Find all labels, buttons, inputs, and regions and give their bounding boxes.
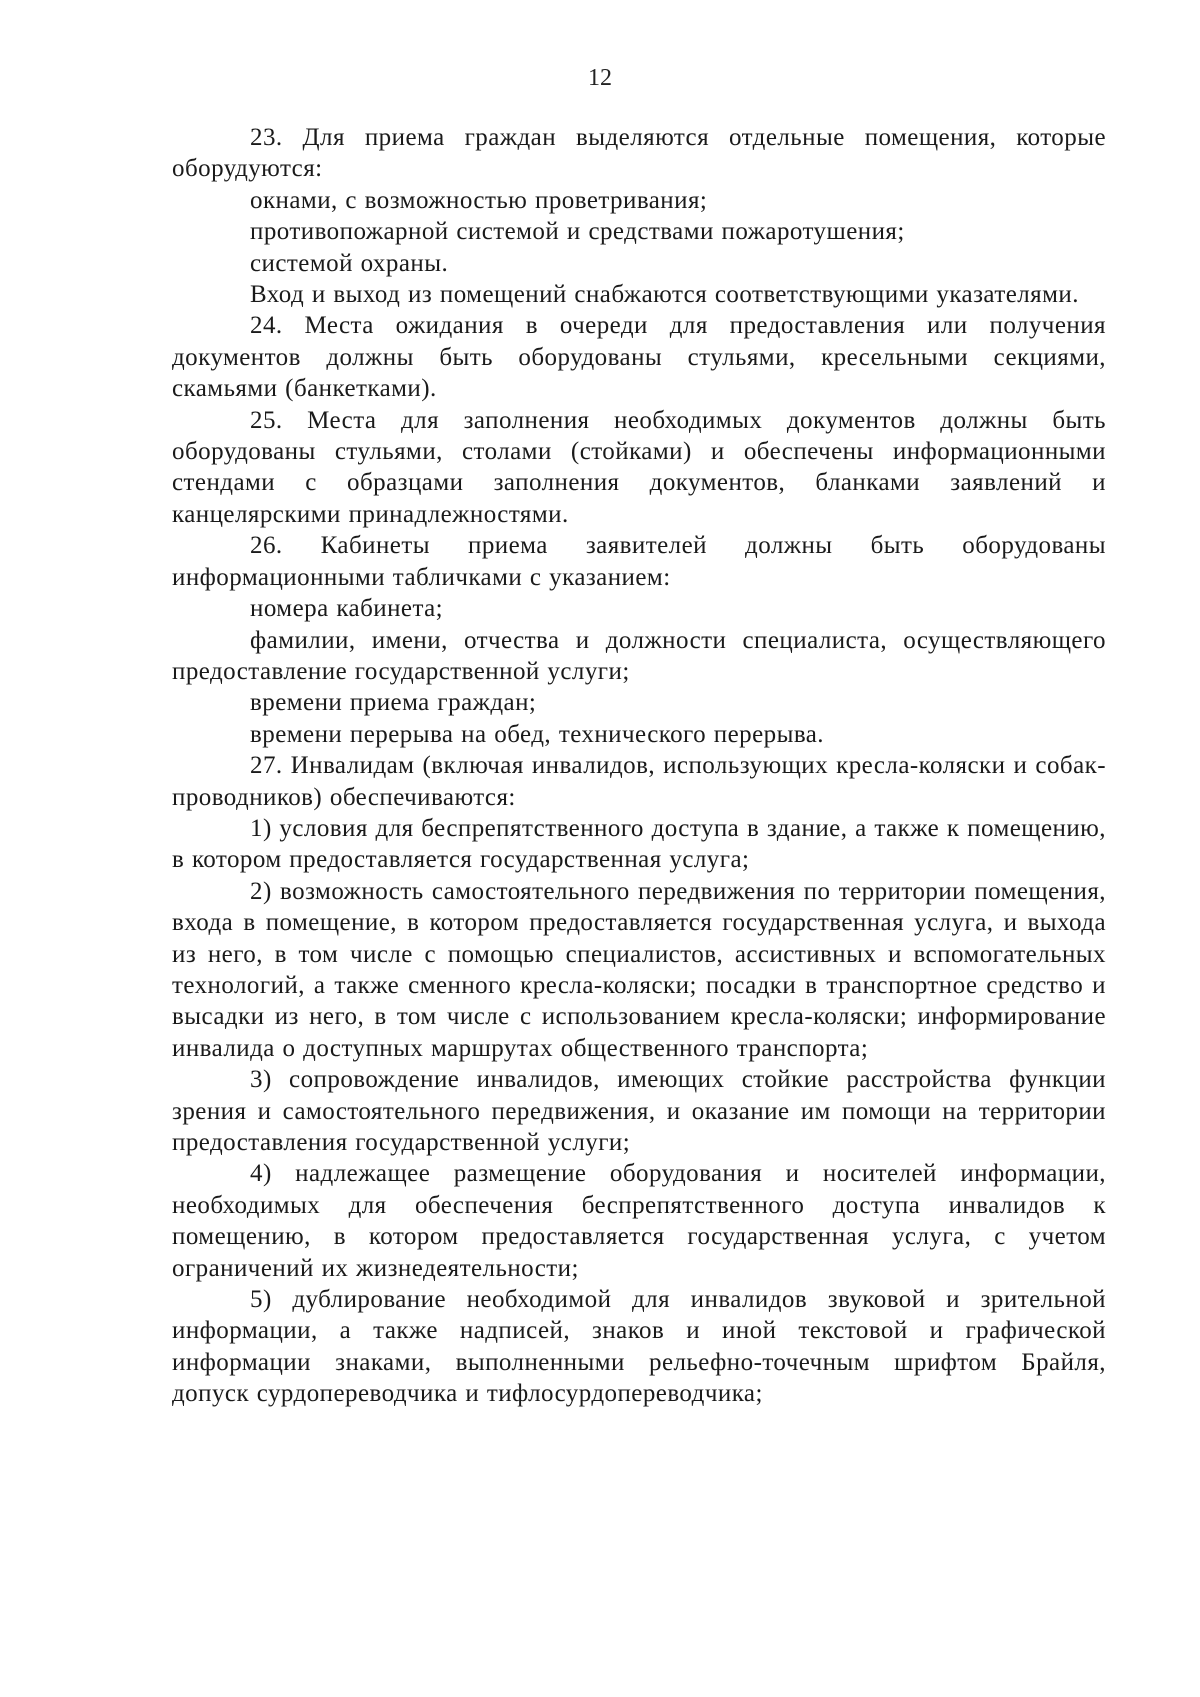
paragraph-23: 23. Для приема граждан выделяются отдельные помещения, которые оборудуются: — [172, 124, 1106, 183]
document-body — [172, 122, 1106, 1410]
page-number: 12 — [588, 65, 612, 91]
list-item-reception-time: времени приема граждан; — [250, 689, 537, 717]
paragraph-27-item-4: 4) надлежащее размещение оборудования и носителей информации, необходимых для обеспечения беспрепятственного доступа инвалидов к помещению, в котором предоставляется государственная услуга, с учетом ограничений их жизнедеятельности; — [172, 1160, 1106, 1282]
list-item-cabinet-number: номера кабинета; — [250, 595, 444, 623]
list-item-break-time: времени перерыва на обед, технического перерыва. — [250, 720, 824, 748]
paragraph-26: 26. Кабинеты приема заявителей должны быть оборудованы информационными табличками с указанием: — [172, 532, 1106, 591]
list-item-security: системой охраны. — [250, 249, 449, 277]
paragraph-27-item-5: 5) дублирование необходимой для инвалидов звуковой и зрительной информации, а также надписей, знаков и иной текстовой и графической информации знаками, выполненными рельефно-точечным шрифтом Брайля, допуск сурдопереводчика и тифлосурдопереводчика; — [172, 1286, 1106, 1408]
paragraph-25: 25. Места для заполнения необходимых документов должны быть оборудованы стульями, столами (стойками) и обеспечены информационными стендами с образцами заполнения документов, бланками заявлений и канцелярскими принадлежностями. — [172, 406, 1106, 528]
paragraph-27-item-3: 3) сопровождение инвалидов, имеющих стойкие расстройства функции зрения и самостоятельного передвижения, и оказание им помощи на территории предоставления государственной услуги; — [172, 1066, 1106, 1156]
list-item-fire-system: противопожарной системой и средствами пожаротушения; — [250, 218, 905, 246]
paragraph-27-item-2: 2) возможность самостоятельного передвижения по территории помещения, входа в помещение, в котором предоставляется государственная услуга, и выхода из него, в том числе с помощью специалистов, ассистивных и вспомогательных технологий, а также сменного кресла-коляски; посадки в транспортное средство и высадки из него, в том числе с использованием кресла-коляски; информирование инвалида о доступных маршрутах общественного транспорта; — [172, 877, 1106, 1062]
paragraph-27-item-1: 1) условия для беспрепятственного доступа в здание, а также к помещению, в котором предоставляется государственная услуга; — [172, 814, 1106, 874]
list-item-windows: окнами, с возможностью проветривания; — [250, 186, 708, 214]
paragraph-27: 27. Инвалидам (включая инвалидов, использующих кресла-коляски и собак-проводников) обеспечиваются: — [172, 752, 1106, 811]
paragraph-24: 24. Места ожидания в очереди для предоставления или получения документов должны быть оборудованы стульями, кресельными секциями, скамьями (банкетками). — [172, 312, 1106, 403]
paragraph-entrance: Вход и выход из помещений снабжаются соответствующими указателями. — [250, 281, 1079, 309]
list-item-specialist: фамилии, имени, отчества и должности специалиста, осуществляющего предоставление государственной услуги; — [172, 626, 1106, 685]
